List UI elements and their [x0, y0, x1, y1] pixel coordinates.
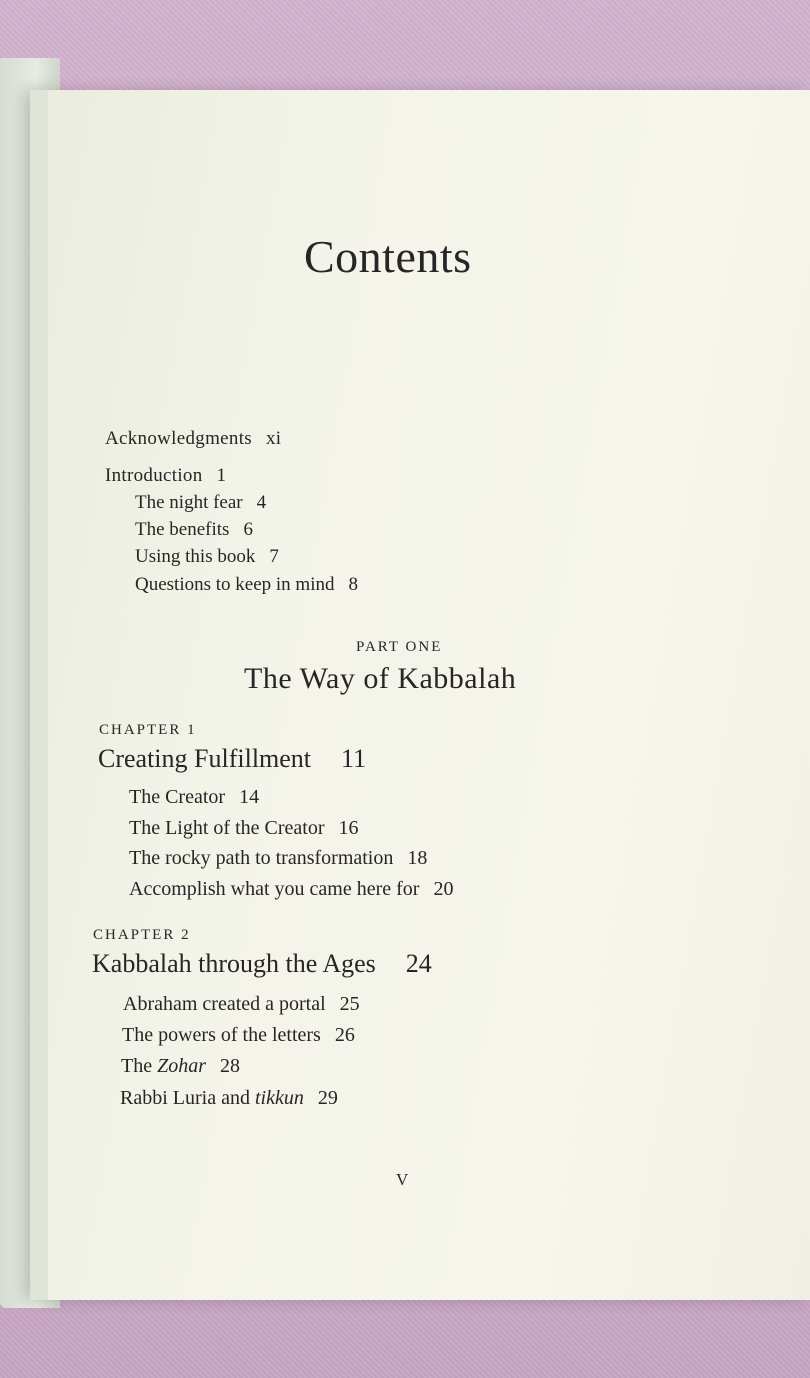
- toc-entry: The benefits 6: [135, 519, 253, 540]
- toc-entry-acknowledgments: Acknowledgments xi: [105, 428, 282, 449]
- toc-entry: The powers of the letters 26: [122, 1024, 355, 1046]
- part-title: The Way of Kabbalah: [244, 662, 517, 695]
- page-title: Contents: [304, 231, 472, 282]
- toc-entry: Rabbi Luria and tikkun 29: [120, 1087, 338, 1109]
- toc-entry: The Light of the Creator 16: [129, 817, 359, 839]
- toc-entry: The Creator 14: [129, 786, 260, 808]
- toc-entry: Questions to keep in mind 8: [135, 574, 358, 595]
- book-page: [30, 90, 810, 1300]
- chapter-title: Creating Fulfillment 11: [98, 744, 367, 773]
- toc-entry: Accomplish what you came here for 20: [129, 878, 454, 900]
- toc-entry: Using this book 7: [135, 546, 279, 567]
- chapter-label: CHAPTER 2: [93, 927, 191, 943]
- toc-entry: The night fear 4: [135, 492, 267, 513]
- toc-entry: The Zohar 28: [121, 1055, 240, 1077]
- toc-entry: Abraham created a portal 25: [123, 993, 360, 1015]
- page-number: V: [396, 1170, 409, 1189]
- chapter-title: Kabbalah through the Ages 24: [92, 949, 432, 978]
- chapter-label: CHAPTER 1: [99, 722, 197, 738]
- toc-entry-introduction: Introduction 1: [105, 465, 227, 486]
- toc-entry: The rocky path to transformation 18: [129, 847, 428, 869]
- part-label: PART ONE: [356, 639, 443, 655]
